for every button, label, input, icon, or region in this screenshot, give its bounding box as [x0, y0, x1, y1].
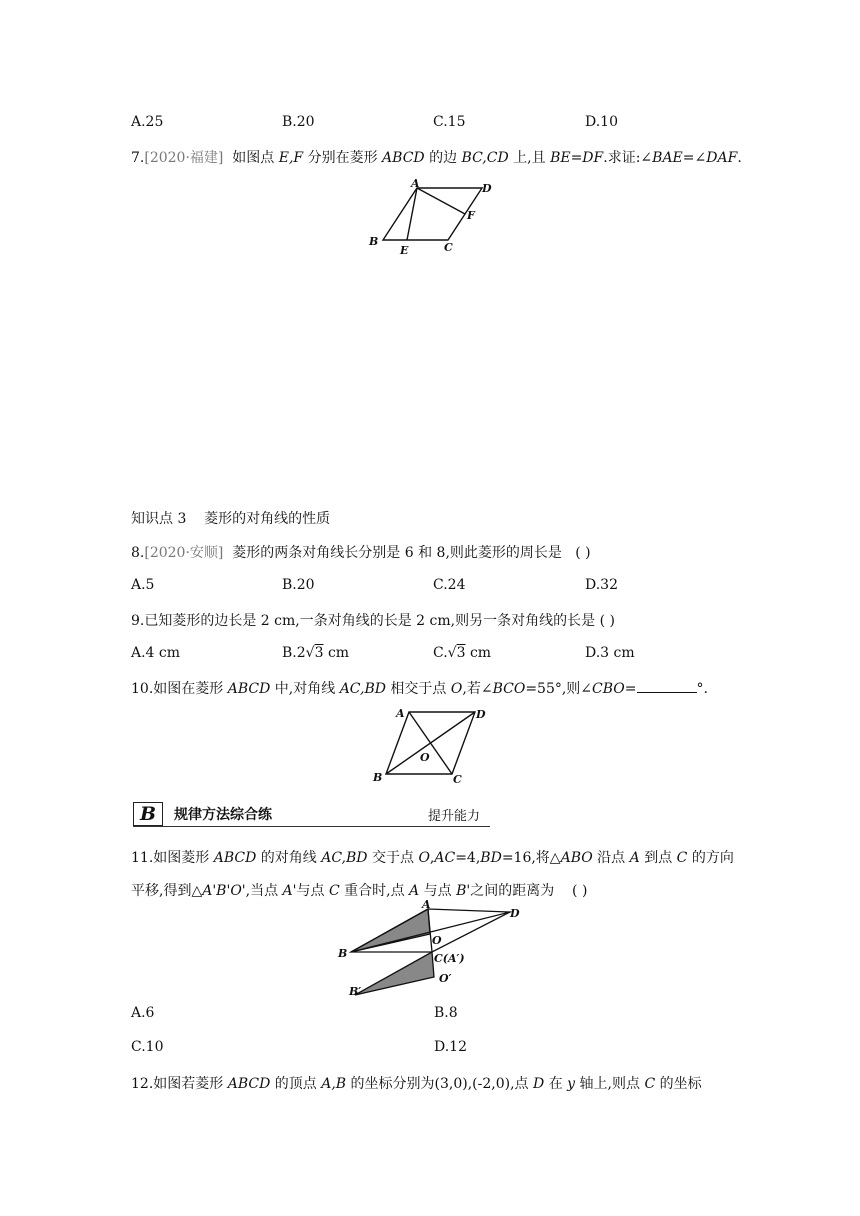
var: A,B [321, 1076, 347, 1092]
var: C [644, 1076, 656, 1092]
question-11-line-1 [131, 847, 734, 867]
text: 与点 [419, 883, 457, 899]
var: A [409, 883, 420, 899]
question-7 [131, 147, 742, 167]
text: 中,对角线 [270, 681, 340, 697]
option-c: C.24 [433, 577, 466, 593]
text: 相交于点 [385, 681, 451, 697]
section-title: 菱形的对角线的性质 [204, 511, 331, 527]
shaded-triangle-a2b2o2 [355, 952, 434, 995]
label-b: B [373, 771, 383, 784]
unit: cm [465, 645, 492, 661]
answer-blank[interactable] [637, 680, 697, 693]
text: =55°,则∠ [525, 681, 593, 697]
text: 11.如图菱形 [131, 850, 214, 866]
banner-divider [133, 826, 490, 827]
question-number: 8. [131, 545, 145, 561]
text: 在 [544, 1076, 568, 1092]
option-c: C.10 [131, 1039, 164, 1055]
text: 沿点 [592, 850, 630, 866]
label-c: C [453, 773, 462, 786]
var: CBO [592, 681, 625, 697]
text: 与点 [296, 883, 329, 899]
text: 的边 [424, 150, 462, 166]
section-number: 知识点 3 [131, 511, 187, 527]
var: ABCD [213, 850, 257, 866]
banner-title: 规律方法综合练 [174, 807, 272, 823]
var: BCO [492, 681, 526, 697]
section-badge: B [133, 802, 163, 826]
var: ABCD [382, 150, 425, 166]
radicand: 3 [456, 645, 466, 661]
var: A'B'O' [202, 883, 246, 899]
question-12 [131, 1073, 702, 1093]
question-10 [131, 678, 708, 698]
text: 分别在菱形 [303, 150, 383, 166]
figure-rhombus-7 [360, 172, 500, 262]
var: DAF [706, 150, 738, 166]
option-b: B.20 [282, 577, 315, 593]
sqrt-symbol: √ [305, 645, 315, 661]
question-8 [131, 542, 591, 562]
label-d: D [476, 708, 486, 721]
label-b-prime: B′ [349, 985, 362, 998]
section-heading [131, 508, 330, 528]
label-b: B [338, 947, 348, 960]
var: B' [456, 883, 471, 899]
text: 的顶点 [270, 1076, 322, 1092]
option-a: A.25 [131, 114, 164, 130]
var: BE=DF [550, 150, 604, 166]
var: C [676, 850, 688, 866]
option-a: A.4 cm [131, 645, 181, 661]
figure-rhombus-10 [365, 702, 500, 790]
label-c: C [444, 241, 453, 254]
unit: cm [323, 645, 350, 661]
question-9 [131, 610, 615, 630]
option-a: A.5 [131, 577, 155, 593]
text: 的坐标 [655, 1076, 702, 1092]
option-d: D.12 [434, 1039, 467, 1055]
text: °. [696, 681, 708, 697]
var: ABCD [227, 681, 271, 697]
label-a: A [411, 177, 420, 190]
var: BC,CD [461, 150, 509, 166]
label-d: D [482, 182, 492, 195]
var: AC [434, 850, 456, 866]
option-d: D.10 [585, 114, 618, 130]
answer-bracket: ( ) [572, 883, 588, 899]
option-a: A.6 [131, 1005, 155, 1021]
option-d: D.3 cm [585, 645, 635, 661]
var: O [418, 850, 430, 866]
question-source: [2020·福建] [144, 150, 224, 166]
text: ,若∠ [462, 681, 493, 697]
option-label: C. [433, 645, 448, 661]
var: BD [480, 850, 502, 866]
figure-translation-11 [335, 898, 535, 998]
var: AC,BD [339, 681, 386, 697]
label-o: O [420, 751, 430, 764]
question-source: [2020·安顺] [144, 545, 224, 561]
option-d: D.32 [585, 577, 618, 593]
var: O [450, 681, 463, 697]
text: 之间的距离为 [470, 883, 555, 899]
option-b: B.20 [282, 114, 315, 130]
text: =∠ [682, 150, 707, 166]
label-o: O [432, 934, 442, 947]
text: =4, [455, 850, 481, 866]
option-label: B.2 [282, 645, 306, 661]
text: 轴上,则点 [575, 1076, 645, 1092]
segment-af [417, 188, 465, 214]
text: 重合时,点 [339, 883, 410, 899]
var: C [328, 883, 340, 899]
label-f: F [467, 209, 475, 222]
text: =16,将△ [501, 850, 561, 866]
radicand: 3 [314, 645, 324, 661]
sqrt-symbol: √ [447, 645, 457, 661]
label-e: E [400, 244, 409, 257]
text: 12.如图若菱形 [131, 1076, 228, 1092]
question-text: 9.已知菱形的边长是 2 cm,一条对角线的长是 2 cm,则另一条对角线的长是 [131, 613, 596, 629]
label-o-prime: O′ [439, 972, 452, 985]
label-c-a-prime: C(A′) [434, 952, 465, 965]
text: 如图点 [232, 150, 279, 166]
label-b: B [369, 235, 379, 248]
label-a: A [422, 898, 431, 911]
var: ABCD [227, 1076, 271, 1092]
option-b: B.8 [434, 1005, 458, 1021]
diagonal-bd [386, 712, 475, 774]
answer-bracket: ( ) [575, 545, 591, 561]
text: . [737, 150, 742, 166]
text: .求证:∠ [603, 150, 653, 166]
text: = [624, 681, 637, 697]
text: 上,且 [508, 150, 551, 166]
question-number: 7. [131, 150, 145, 166]
var: AC,BD [321, 850, 368, 866]
text: 到点 [639, 850, 677, 866]
text: 的方向 [687, 850, 734, 866]
var: ABO [560, 850, 593, 866]
text: ,当点 [245, 883, 283, 899]
text: , [429, 850, 435, 866]
text: 的对角线 [256, 850, 322, 866]
var: BAE [652, 150, 683, 166]
label-a: A [396, 707, 405, 720]
var: D [533, 1076, 545, 1092]
question-text: 菱形的两条对角线长分别是 6 和 8,则此菱形的周长是 [232, 545, 562, 561]
var: y [567, 1076, 576, 1092]
question-11-line-2 [131, 880, 587, 900]
var: A [629, 850, 640, 866]
diagonal-bd [351, 912, 510, 952]
text: 10.如图在菱形 [131, 681, 228, 697]
label-d: D [510, 907, 520, 920]
text: 平移,得到△ [131, 883, 203, 899]
option-c: C.15 [433, 114, 466, 130]
var: E,F [278, 150, 304, 166]
option-b [282, 645, 349, 661]
answer-bracket: ( ) [599, 613, 615, 629]
text: 的坐标分别为(3,0),(-2,0),点 [346, 1076, 534, 1092]
banner-subtitle: 提升能力 [428, 809, 481, 824]
var: A' [282, 883, 297, 899]
option-c [433, 645, 491, 661]
text: 交于点 [367, 850, 419, 866]
